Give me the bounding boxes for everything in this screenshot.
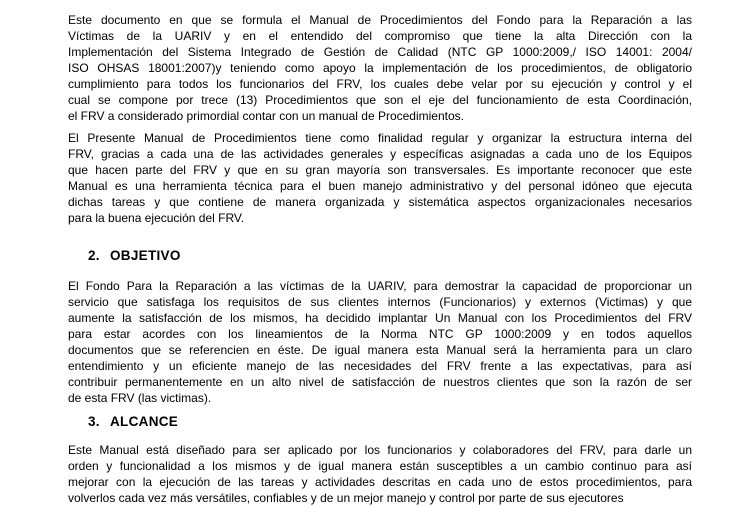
text-line: volverlos cada vez más versátiles, confiables y de un mejor manejo y control por parte de sus ejecutores	[68, 491, 624, 505]
text-line: para la buena ejecución del FRV.	[68, 211, 245, 225]
section-3-number: 3.	[88, 414, 100, 429]
text-line: para estar acordes con los lineamientos de la Norma NTC GP 1000:2009 y en todos aquellos	[68, 327, 692, 341]
text-line: aumente la satisfacción de los mismos, ha decidido implantar Un Manual con los Procedimientos del FRV	[68, 311, 692, 325]
text-line: servicio que satisfaga los requisitos de sus clientes internos (Funcionarios) y externos (Victimas) y que	[68, 295, 692, 309]
text-line: de esta FRV (las victimas).	[68, 391, 212, 405]
text-line: Víctimas de la UARIV y en el entendido del compromiso que tiene la alta Dirección con la	[68, 29, 692, 43]
text-line: contribuir permanentemente en un alto nivel de satisfacción de nuestros clientes que son la razón de ser	[68, 375, 692, 389]
text-line: cumplimiento para todos los funcionarios del FRV, los cuales debe velar por su ejecución y control y el	[68, 77, 692, 91]
text-line: El Fondo Para la Reparación a las víctimas de la UARIV, para demostrar la capacidad de proporcionar un	[68, 279, 692, 293]
section-3-heading	[68, 414, 178, 430]
text-line: que hacen parte del FRV y que en su gran mayoría son transversales. Es importante reconocer que este	[68, 163, 692, 177]
text-line: cual se compone por trece (13) Procedimientos que son el eje del funcionamiento de esta Coordinación,	[68, 93, 692, 107]
text-line: Este Manual está diseñado para ser aplicado por los funcionarios y colaboradores del FRV, para darle un	[68, 443, 692, 457]
text-line: entendimiento y un eficiente manejo de las necesidades del FRV frente a las expectativas, para así	[68, 359, 692, 373]
text-line: mejorar con la ejecución de las tareas y actividades descritas en cada uno de estos procedimientos, para	[68, 475, 692, 489]
text-line: ISO OHSAS 18001:2007)y teniendo como apoyo la implementación de los procedimientos, de obligatorio	[68, 61, 692, 75]
section-2-heading	[68, 248, 181, 264]
text-line: El Presente Manual de Procedimientos tiene como finalidad regular y organizar la estructura interna del	[68, 131, 692, 145]
text-line: dichas tareas y que contiene de manera organizada y sistemática aspectos organizacionales necesarios	[68, 195, 692, 209]
text-line: Manual es una herramienta técnica para el buen manejo administrativo y del personal idóneo que ejecuta	[68, 179, 692, 193]
text-line: documentos que se referencien en éste. De igual manera esta Manual será la herramienta para un claro	[68, 343, 692, 357]
objetivo-paragraph	[68, 278, 692, 406]
section-2-title: OBJETIVO	[110, 248, 181, 263]
text-line: FRV, gracias a cada una de las actividades generales y específicas asignadas a cada uno de los Equipos	[68, 147, 692, 161]
text-line: Este documento en que se formula el Manual de Procedimientos del Fondo para la Reparación a las	[68, 13, 692, 27]
text-line: orden y funcionalidad a los mismos y de igual manera están susceptibles a un cambio continuo para así	[68, 459, 692, 473]
text-line: el FRV a considerado primordial contar con un manual de Procedimientos.	[68, 109, 464, 123]
section-2-number: 2.	[88, 248, 100, 263]
text-line: Implementación del Sistema Integrado de Gestión de Calidad (NTC GP 1000:2009,/ ISO 14001: 2004/	[68, 45, 692, 59]
alcance-paragraph	[68, 442, 692, 506]
intro-paragraph-1	[68, 12, 692, 124]
intro-paragraph-2	[68, 130, 692, 226]
section-3-title: ALCANCE	[110, 414, 179, 429]
